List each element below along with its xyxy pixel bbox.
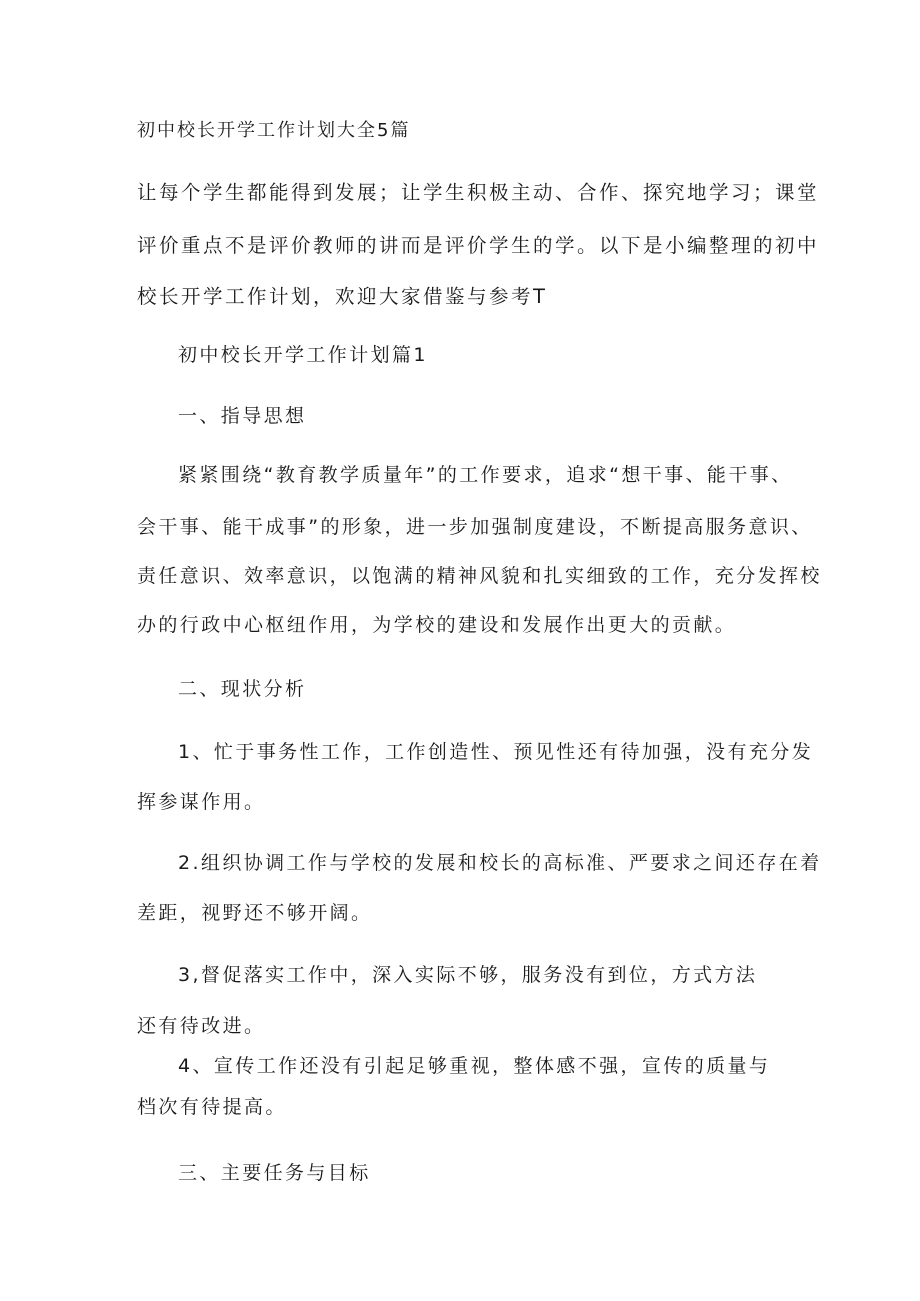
intro-line-2: 评价重点不是评价教师的讲而是评价学生的学。以下是小编整理的初中 (137, 234, 820, 257)
part1-paragraph-line-3: 责任意识、效率意识，以饱满的精神风貌和扎实细致的工作，充分发挥校 (137, 565, 822, 587)
part1-paragraph-line-1: 紧紧围绕“教育教学质量年”的工作要求，追求“想干事、能干事、 (178, 464, 793, 486)
part2-item2-line-1: 2.组织协调工作与学校的发展和校长的高标准、严要求之间还存在着 (178, 852, 822, 874)
part2-item4-line-2: 档次有待提高。 (137, 1096, 287, 1118)
document-title: 初中校长开学工作计划大全5篇 (137, 120, 411, 141)
part2-heading: 二、现状分析 (178, 678, 307, 700)
part2-item2-line-2: 差距，视野还不够开阔。 (137, 902, 373, 924)
part2-item3-line-2: 还有待改进。 (137, 1015, 266, 1037)
part1-heading: 一、指导思想 (178, 405, 307, 427)
part2-item4-line-1: 4、宣传工作还没有引起足够重视，整体感不强，宣传的质量与 (178, 1055, 771, 1077)
part3-heading: 三、主要任务与目标 (178, 1162, 371, 1184)
part2-item1-line-2: 挥参谋作用。 (137, 791, 266, 813)
part2-item3-line-1: 3,督促落实工作中，深入实际不够，服务没有到位，方式方法 (178, 964, 758, 986)
part1-paragraph-line-4: 办的行政中心枢纽作用，为学校的建设和发展作出更大的贡献。 (137, 614, 737, 636)
section-heading: 初中校长开学工作计划篇1 (178, 344, 428, 366)
part1-paragraph-line-2: 会干事、能干成事”的形象，进一步加强制度建设，不断提高服务意识、 (137, 516, 813, 538)
part2-item1-line-1: 1、忙于事务性工作，工作创造性、预见性还有待加强，没有充分发 (178, 741, 814, 763)
intro-line-3: 校长开学工作计划，欢迎大家借鉴与参考T (137, 285, 548, 308)
intro-line-1: 让每个学生都能得到发展；让学生积极主动、合作、探究地学习；课堂 (137, 181, 820, 204)
